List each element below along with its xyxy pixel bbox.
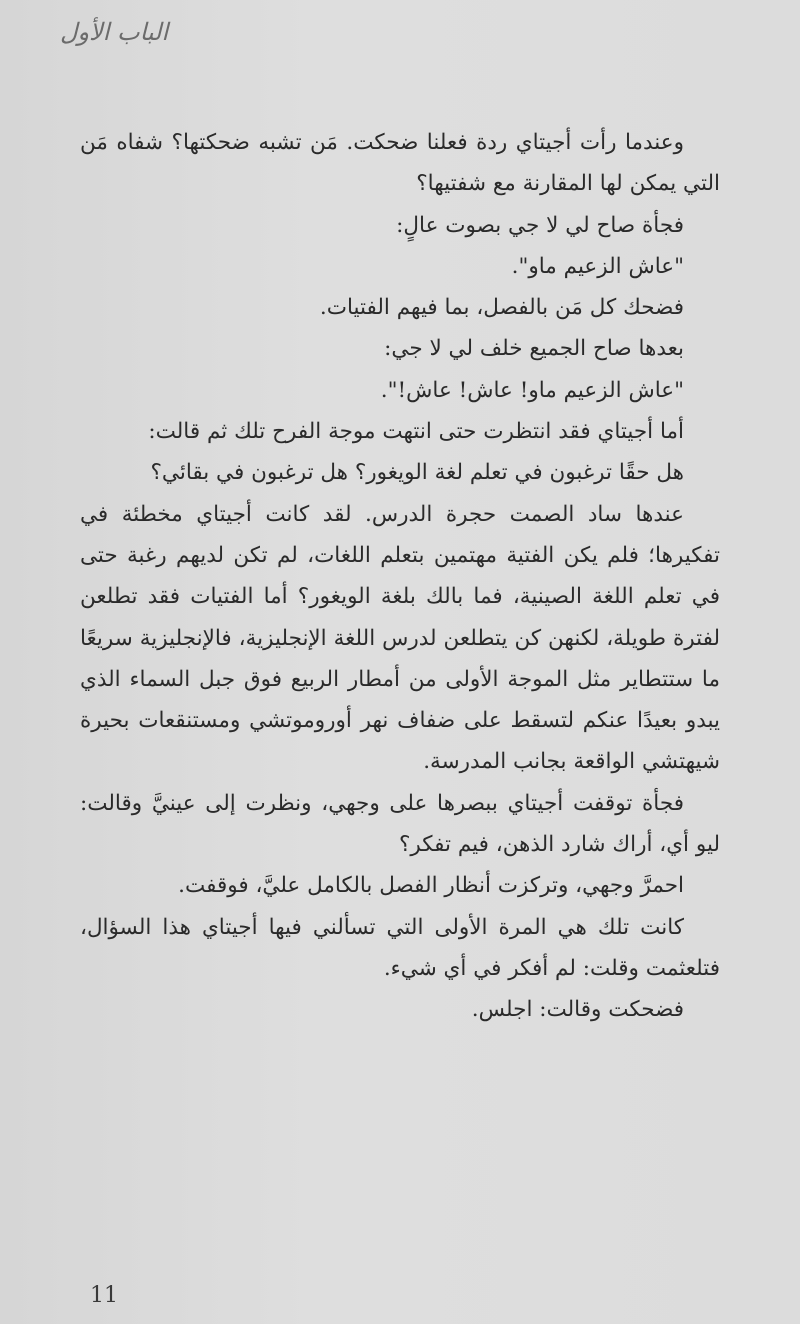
paragraph: احمرَّ وجهي، وتركزت أنظار الفصل بالكامل عليَّ، فوقفت. xyxy=(178,873,684,899)
page-number: 11 xyxy=(90,1283,118,1308)
paragraph: فجأة صاح لي لا جي بصوت عالٍ: xyxy=(396,212,684,238)
paragraph: أما أجيتاي فقد انتظرت حتى انتهت موجة الفرح تلك ثم قالت: xyxy=(148,419,684,445)
paragraph: بعدها صاح الجميع خلف لي لا جي: xyxy=(384,336,684,362)
paragraph: عندها ساد الصمت حجرة الدرس. لقد كانت أجيتاي مخطئة في تفكيرها؛ فلم يكن الفتية مهتمين بتعلم اللغات، لم تكن لديهم رغبة حتى في تعلم اللغة الصينية، فما بالك بلغة الويغور؟ أما الفتيات فقد تطلعن لفترة طويلة، لكنهن كن يتطلعن لدرس اللغة الإنجليزية، فالإنجليزية سريعًا ما ستتطاير مثل الموجة الأولى من أمطار الربيع فوق جبل السماء الذي يبدو بعيدًا عنكم لتسقط على ضفاف نهر أوروموتشي ومستنقعات بحيرة شيهتشي الواقعة بجانب المدرسة. xyxy=(80,501,720,775)
paragraph: "عاش الزعيم ماو". xyxy=(511,253,684,279)
body-text xyxy=(80,122,720,1031)
paragraph: فجأة توقفت أجيتاي ببصرها على وجهي، ونظرت إلى عينيَّ وقالت: ليو أي، أراك شارد الذهن، فيم تفكر؟ xyxy=(80,790,720,858)
paragraph: فضحكت وقالت: اجلس. xyxy=(471,997,684,1023)
paragraph: "عاش الزعيم ماو! عاش! عاش!". xyxy=(380,377,684,403)
running-head: الباب الأول xyxy=(60,18,169,46)
paragraph: وعندما رأت أجيتاي ردة فعلنا ضحكت. مَن تشبه ضحكتها؟ شفاه مَن التي يمكن لها المقارنة مع شفتيها؟ xyxy=(80,130,720,197)
paragraph: فضحك كل مَن بالفصل، بما فيهم الفتيات. xyxy=(319,295,684,321)
paragraph: هل حقًا ترغبون في تعلم لغة الويغور؟ هل ترغبون في بقائي؟ xyxy=(150,460,684,486)
paragraph: كانت تلك هي المرة الأولى التي تسألني فيها أجيتاي هذا السؤال، فتلعثمت وقلت: لم أفكر في أي شيء. xyxy=(80,914,720,981)
